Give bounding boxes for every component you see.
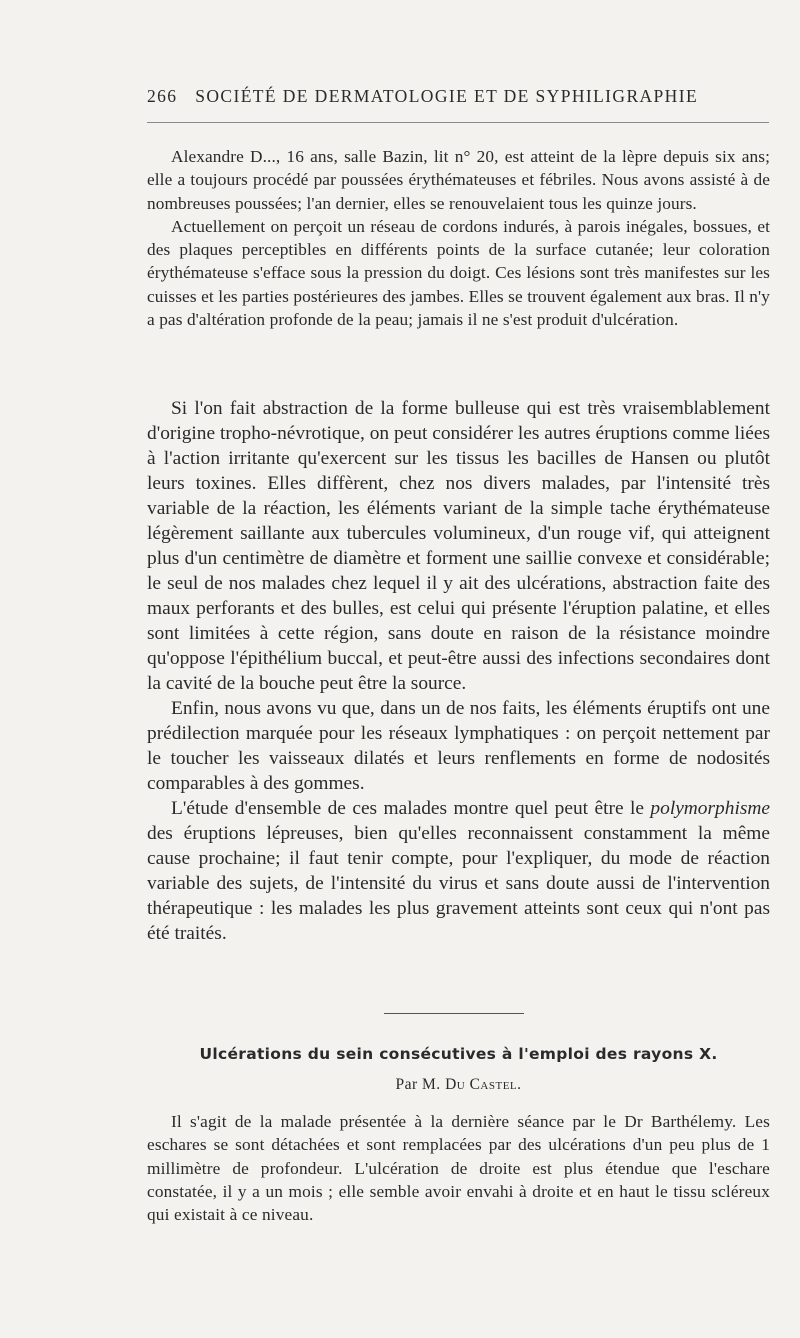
section-paragraph: Il s'agit de la malade présentée à la dernière séance par le Dr Barthélemy. Les eschares se sont détachées et sont remplacées par des ulcérations d'un peu plus de 1 millimètre de profondeur. L'ulcération de droite est plus étendue que l'eschare constatée, il y a un mois ; elle semble avoir envahi à droite et en haut le tissu scléreux qui existait à ce niveau. [147,1112,770,1225]
running-title: SOCIÉTÉ DE DERMATOLOGIE ET DE SYPHILIGRAPHIE [195,86,699,106]
section-byline [147,1076,770,1094]
conclusion-text-start: L'étude d'ensemble de ces malades montre quel peut être le [171,798,651,819]
section-body [147,1110,770,1226]
header-rule [147,122,769,123]
byline-author: Du Castel. [445,1076,522,1093]
conclusion-text-end: des éruptions lépreuses, bien qu'elles reconnaissent constamment la même cause prochaine; il faut tenir compte, pour l'expliquer, du mode de réaction variable des sujets, de l'intensité du virus et sans doute aussi de l'intervention thérapeutique : les malades les plus gravement atteints sont ceux qui n'ont pas été traités. [147,823,770,944]
italic-term: polymorphisme [650,798,770,819]
discussion [147,396,770,946]
section-title: Ulcérations du sein consécutives à l'emploi des rayons X. [199,1045,718,1063]
case-paragraph: Actuellement on perçoit un réseau de cordons indurés, à parois inégales, bossues, et des plaques perceptibles en différents points de la surface cutanée; leur coloration érythémateuse s'efface sous la pression du doigt. Ces lésions sont très manifestes sur les cuisses et les parties postérieures des jambes. Elles se trouvent également aux bras. Il n'y a pas d'altération profonde de la peau; jamais il ne s'est produit d'ulcération. [147,216,770,330]
section-separator [384,1013,524,1014]
discussion-paragraph: Enfin, nous avons vu que, dans un de nos faits, les éléments éruptifs ont une prédilection marquée pour les réseaux lymphatiques : on perçoit nettement par le toucher les vaisseaux dilatés et leurs renflements en forme de nodosités comparables à des gommes. [147,698,770,794]
running-header [147,86,767,107]
byline-prefix: Par M. [395,1076,441,1093]
case-description [147,145,770,331]
discussion-paragraph: Si l'on fait abstraction de la forme bulleuse qui est très vraisemblablement d'origine tropho-névrotique, on peut considérer les autres éruptions comme liées à l'action irritante qu'exercent sur les tissus les bacilles de Hansen ou plutôt leurs toxines. Elles diffèrent, chez nos divers malades, par l'intensité très variable de la réaction, les éléments variant de la simple tache érythémateuse légèrement saillante aux tubercules volumineux, d'un rouge vif, qui atteignent plus d'un centimètre de diamètre et forment une saillie convexe et considérable; le seul de nos malades chez lequel il y ait des ulcérations, abstraction faite des maux perforants et des bulles, est celui qui présente l'éruption palatine, et elles sont limitées à cette région, sans doute en raison de la résistance moindre qu'oppose l'épithélium buccal, et peut-être aussi des infections secondaires dont la cavité de la bouche peut être la source. [147,398,770,694]
case-paragraph: Alexandre D..., 16 ans, salle Bazin, lit n° 20, est atteint de la lèpre depuis six ans; elle a toujours procédé par poussées érythémateuses et fébriles. Nous avons assisté à de nombreuses poussées; l'an dernier, elles se renouvelaient tous les quinze jours. [147,147,770,213]
page-number: 266 [147,86,178,106]
conclusion-paragraph [147,796,770,946]
